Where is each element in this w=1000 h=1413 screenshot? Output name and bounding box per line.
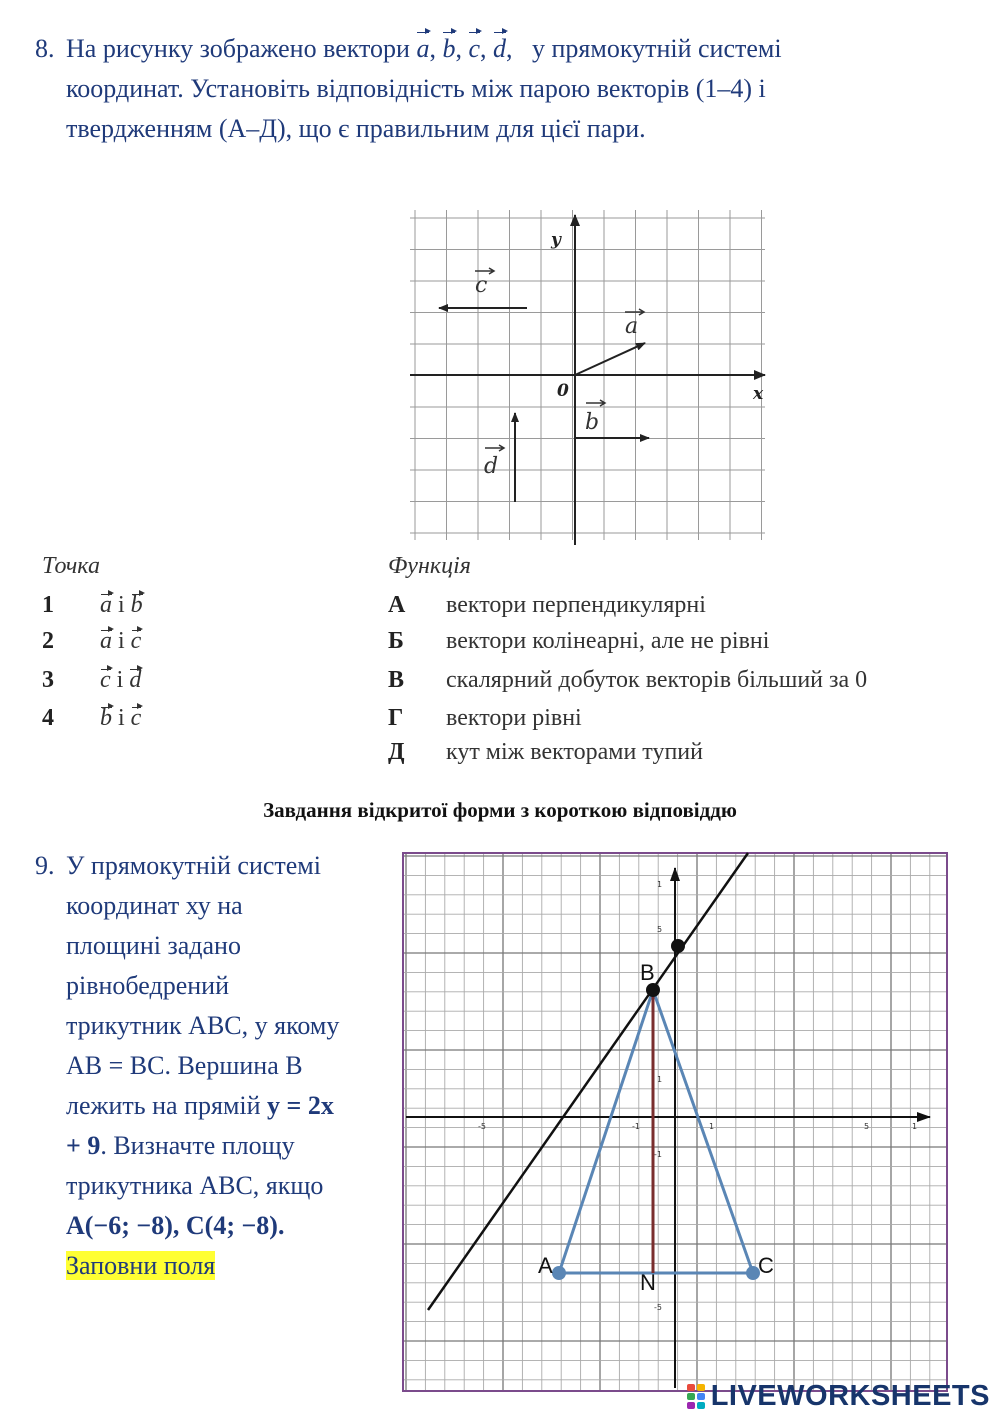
vector-b-label: b [442, 30, 455, 68]
task8-statement-line2: координат. Установіть відповідність між парою векторів (1–4) і [66, 74, 766, 103]
task9-line5: трикутник ABC, у якому [66, 1011, 340, 1040]
liveworksheets-logo [687, 1380, 990, 1413]
option-text: вектори рівні [446, 705, 582, 731]
vector-graph [405, 205, 775, 550]
pair-sep: і [118, 628, 125, 654]
pair-vectors [100, 667, 141, 694]
task9-line2: координат ху на [66, 891, 243, 920]
tick-label-y-5: 5 [657, 925, 663, 934]
vector-a-arrow [575, 343, 645, 375]
vector-c-graph-label: c [475, 273, 488, 298]
pair-sep: і [116, 667, 124, 693]
vector-a-graph-label: a [625, 314, 639, 339]
label-b: B [640, 960, 655, 985]
task8-line1-prefix: На рисунку зображено вектори [66, 34, 410, 63]
pair-vectors [100, 628, 141, 655]
task9-line6: AB = BC. Вершина B [66, 1051, 303, 1080]
pair-vectors [100, 705, 141, 732]
tick-label-y-neg5: -5 [654, 1303, 662, 1312]
task9-line9: трикутника ABC, якщо [66, 1171, 324, 1200]
task9-number: 9. [35, 851, 55, 880]
pair-row-4 [42, 705, 142, 732]
point-a [552, 1266, 566, 1280]
pair-v1: c [100, 667, 111, 693]
label-c: C [758, 1253, 774, 1278]
pair-number: 3 [42, 667, 54, 693]
option-text: вектори колінеарні, але не рівні [446, 628, 770, 654]
right-column-header: Функція [388, 553, 471, 579]
task9-line8-text: . Визначте площу [100, 1131, 295, 1160]
pair-number: 1 [42, 592, 54, 618]
option-text: кут між векторами тупий [446, 739, 703, 765]
tick-label-y-neg1: -1 [654, 1150, 662, 1159]
task9-line7-text: лежить на прямій [66, 1091, 268, 1120]
tick-label-y-1: 1 [657, 1075, 663, 1084]
logo-icon [687, 1384, 707, 1408]
line-equation: y = 2x [267, 1091, 334, 1120]
pair-row-3 [42, 667, 142, 694]
pair-sep: і [118, 705, 125, 731]
pair-number: 4 [42, 705, 54, 731]
option-row-b [388, 628, 770, 655]
task8-statement-line1: На рисунку зображено вектори a, b, c, d, у прямокутній системі [66, 30, 782, 68]
pair-v1: a [100, 628, 112, 654]
tick-label-x-1: 1 [709, 1122, 715, 1131]
pair-vectors [100, 592, 143, 619]
option-row-d [388, 739, 703, 766]
section-title: Завдання відкритої форми з короткою відповіддю [263, 798, 737, 822]
fill-prompt-text: Заповни поля [66, 1251, 216, 1280]
vector-b-overline [586, 400, 605, 406]
triangle-graph [402, 852, 948, 1392]
vector-b-graph-label: b [585, 410, 600, 435]
option-text: скалярний добуток векторів більший за 0 [446, 667, 868, 693]
option-row-a [388, 592, 706, 619]
tick-label-x-neg5: -5 [478, 1122, 486, 1131]
task9-line7 [66, 1087, 334, 1125]
task9-line3: площині задано [66, 931, 241, 960]
task8-line1-suffix: у прямокутній системі [532, 34, 782, 63]
option-letter: Д [388, 739, 405, 765]
task9-line4: рівнобедрений [66, 971, 230, 1000]
y-axis-label: y [551, 230, 561, 250]
vector-d-overline [485, 445, 504, 451]
fill-prompt [66, 1247, 215, 1285]
x-axis-label: x [753, 384, 764, 404]
pair-row-1 [42, 592, 143, 619]
pair-v2: c [130, 705, 142, 731]
label-n: N [640, 1270, 656, 1295]
option-letter: Г [388, 705, 404, 731]
tick-label-x-end: 1 [912, 1122, 918, 1131]
option-row-g [388, 705, 582, 732]
pair-sep: і [118, 592, 125, 618]
vector-c-label: c [468, 30, 480, 68]
option-letter: Б [388, 628, 404, 654]
pair-number: 2 [42, 628, 54, 654]
option-letter: А [388, 592, 406, 618]
vector-d-graph-label: d [484, 454, 499, 479]
option-row-v [388, 667, 868, 694]
task8-statement-line3: твердженням (А–Д), що є правильним для цієї пари. [66, 114, 646, 143]
pair-v1: a [100, 592, 112, 618]
vector-a-label: a [416, 30, 429, 68]
line-equation-cont: + 9 [66, 1131, 101, 1160]
option-letter: В [388, 667, 405, 693]
task9-line1: У прямокутній системі [66, 851, 321, 880]
point-b [646, 983, 660, 997]
pair-row-2 [42, 628, 142, 655]
task9-line8 [66, 1127, 295, 1165]
pair-v2: c [130, 628, 142, 654]
vector-d-label: d [493, 30, 506, 68]
pair-v2: b [130, 592, 143, 618]
tick-label-x-neg1: -1 [632, 1122, 640, 1131]
option-text: вектори перпендикулярні [446, 592, 706, 618]
point-y-intercept [671, 939, 685, 953]
left-column-header: Точка [42, 553, 100, 579]
tick-label-y-top: 1 [657, 880, 663, 889]
pair-v1: b [100, 705, 112, 731]
task9-points: A(−6; −8), C(4; −8). [66, 1211, 285, 1240]
task8-number: 8. [35, 34, 55, 63]
tick-label-x-5: 5 [864, 1122, 870, 1131]
pair-v2: d [129, 667, 142, 693]
logo-text: LIVEWORKSHEETS [710, 1380, 990, 1412]
origin-label: 0 [557, 381, 569, 401]
label-a: A [538, 1253, 553, 1278]
